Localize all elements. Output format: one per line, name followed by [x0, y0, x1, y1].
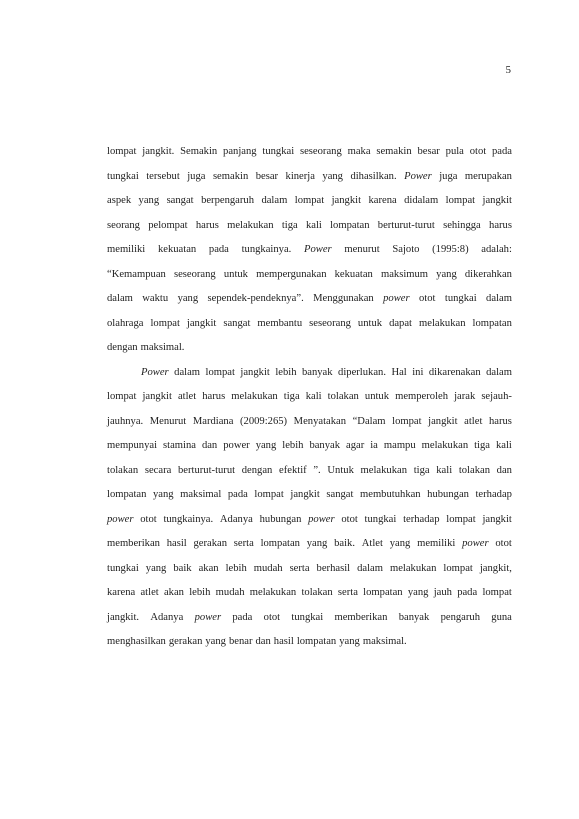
word: lompat: [150, 317, 180, 329]
word: agar: [346, 440, 365, 451]
word: tiga: [474, 440, 490, 451]
word: melakukan: [421, 440, 469, 451]
word: seseorang: [173, 268, 216, 280]
word: ”.: [313, 464, 321, 476]
word: ini: [412, 366, 424, 378]
word: lompatan: [296, 636, 337, 647]
word: gerakan: [168, 636, 203, 647]
word: tungkainya.: [163, 513, 214, 525]
word: seorang: [107, 219, 140, 231]
word: dalam: [174, 366, 201, 378]
text-line: [107, 189, 512, 214]
word: kali: [495, 440, 512, 451]
word: tungkai: [364, 513, 397, 525]
word: baik.: [334, 538, 355, 549]
word: didalam: [404, 195, 439, 206]
word: dalam: [486, 293, 512, 304]
word: otot: [469, 146, 487, 157]
word: seseorang: [299, 146, 342, 157]
word: jangkit: [331, 195, 362, 206]
text-line: [107, 165, 512, 190]
word: Menyatakan: [293, 415, 347, 427]
word: tungkai: [444, 293, 477, 304]
word: berturut-turut: [377, 219, 435, 231]
word: untuk: [223, 268, 248, 280]
word: lebih: [189, 587, 211, 598]
word: adalah:: [481, 244, 512, 255]
word: secara: [144, 464, 172, 476]
text-line: [107, 557, 512, 582]
word: hasil: [166, 538, 187, 549]
word: dalam: [486, 366, 512, 378]
word: yang: [145, 562, 167, 574]
word: (2009:265): [240, 415, 288, 427]
word: yang: [436, 268, 457, 280]
word: Power: [304, 244, 332, 255]
text-line: [107, 630, 512, 655]
word: dengan: [107, 342, 138, 353]
word: hasil: [273, 636, 294, 647]
word: tungkai: [262, 146, 295, 157]
word: tolakan: [107, 464, 139, 476]
word: lebih: [282, 440, 304, 451]
word: yang: [205, 636, 226, 647]
word: dalam: [261, 195, 288, 206]
word: besar: [255, 170, 279, 182]
word: melakukan: [231, 391, 278, 402]
word: harus: [489, 219, 512, 231]
word: otot: [341, 513, 358, 525]
word: tersebut: [146, 170, 180, 182]
word: Menurut: [149, 415, 187, 427]
word: mempunyai: [107, 440, 158, 451]
word: berturut-turut: [178, 464, 236, 476]
word: semakin: [376, 146, 412, 157]
word: tiga: [283, 391, 300, 402]
word: power: [107, 513, 134, 525]
word: akan: [163, 587, 184, 598]
word: jangkit: [290, 489, 320, 500]
word: sangat: [166, 195, 194, 206]
word: pula: [445, 146, 464, 157]
word: Adanya: [219, 513, 253, 525]
word: jangkit: [428, 415, 458, 427]
word: olahraga: [107, 317, 144, 329]
word: “Dalam: [352, 415, 386, 427]
word: atlet: [140, 587, 159, 598]
word: melakukan: [389, 562, 437, 574]
word: pengaruh: [440, 611, 480, 623]
word: memiliki: [417, 538, 456, 549]
word: melakukan: [419, 317, 466, 329]
word: lompatan: [260, 538, 300, 549]
word: lompatan: [107, 489, 147, 500]
word: Atlet: [361, 538, 383, 549]
word: dikarenakan: [428, 366, 481, 378]
word: atlet: [464, 415, 483, 427]
word: kinerja: [285, 170, 315, 182]
document-body: [107, 140, 512, 655]
word: kali: [305, 391, 322, 402]
word: sangat: [326, 489, 354, 500]
word: jangkit: [142, 391, 172, 402]
word: Hal: [391, 366, 407, 378]
word: sependek-pendeknya”.: [207, 293, 304, 304]
word: memberikan: [107, 538, 160, 549]
word: lebih: [275, 366, 297, 378]
word: harus: [488, 415, 512, 427]
word: lompatan: [363, 587, 403, 598]
word: memperoleh: [395, 391, 449, 402]
word: Adanya: [150, 611, 184, 623]
word: jangkit: [186, 317, 217, 329]
word: seseorang: [309, 317, 351, 329]
word: Sajoto: [392, 244, 420, 255]
word: baik: [173, 562, 192, 574]
word: dikerahkan: [464, 268, 512, 280]
word: melakukan: [360, 464, 408, 476]
word: mudah: [253, 562, 283, 574]
word: lompat: [482, 587, 512, 598]
word: power: [462, 538, 489, 549]
word: Power: [141, 366, 169, 378]
word: menurut: [344, 244, 380, 255]
word: ia: [370, 440, 378, 451]
word: menghasilkan: [107, 636, 166, 647]
word: Menggunakan: [313, 293, 374, 304]
word: maksimal.: [362, 636, 407, 647]
word: maksimal.: [140, 342, 185, 353]
text-line: [107, 312, 512, 337]
word: benar: [228, 636, 253, 647]
word: waktu: [142, 293, 169, 304]
word: berhasil: [316, 562, 351, 574]
text-line: [107, 434, 512, 459]
word: lompat: [107, 391, 137, 402]
word: efektif: [279, 464, 307, 476]
text-line: [107, 410, 512, 435]
word: pada: [227, 489, 248, 500]
text-line: [107, 287, 512, 312]
word: banyak: [301, 366, 333, 378]
word: lompat: [294, 195, 325, 206]
word: power: [383, 293, 410, 304]
text-line: [107, 361, 512, 386]
word: jangkit: [482, 195, 512, 206]
text-line: [107, 459, 512, 484]
word: lompat: [445, 195, 476, 206]
text-line: [107, 606, 512, 631]
word: dalam: [107, 293, 133, 304]
word: dan: [255, 636, 271, 647]
word: merupakan: [464, 170, 512, 182]
word: jangkit: [240, 366, 270, 378]
word: jangkit: [482, 513, 512, 525]
word: otot: [419, 293, 436, 304]
word: terhadap: [403, 513, 440, 525]
word: aspek: [107, 195, 132, 206]
word: otot: [263, 611, 281, 623]
word: yang: [306, 538, 328, 549]
word: jauh: [433, 587, 452, 598]
word: dapat: [389, 317, 413, 329]
page-number: 5: [505, 64, 511, 76]
word: untuk: [364, 391, 390, 402]
word: serta: [337, 587, 358, 598]
word: otot: [140, 513, 157, 525]
word: atlet: [177, 391, 197, 402]
word: sangat: [223, 317, 251, 329]
word: mempergunakan: [256, 268, 327, 280]
word: kali: [436, 464, 453, 476]
word: mampu: [383, 440, 416, 451]
word: lompat: [443, 562, 473, 574]
word: guna: [491, 611, 512, 623]
word: power: [223, 440, 250, 451]
word: sehingga: [443, 219, 481, 231]
text-line: [107, 140, 512, 165]
word: dihasilkan.: [350, 170, 397, 182]
word: memiliki: [107, 244, 146, 255]
word: lompat: [107, 146, 137, 157]
word: tiga: [413, 464, 430, 476]
word: “Kemampuan: [107, 268, 166, 280]
word: panjang: [223, 146, 257, 157]
text-line: [107, 508, 512, 533]
word: lompatan: [330, 219, 370, 231]
word: semakin: [212, 170, 249, 182]
word: jangkit,: [479, 562, 512, 574]
paragraph: [107, 140, 512, 361]
word: tungkai: [107, 170, 139, 182]
word: Mardiana: [192, 415, 234, 427]
word: membutuhkan: [360, 489, 421, 500]
word: yang: [339, 636, 360, 647]
word: banyak: [309, 440, 341, 451]
text-line: [107, 532, 512, 557]
word: maksimum: [380, 268, 429, 280]
word: melakukan: [227, 219, 274, 231]
word: (1995:8): [432, 244, 469, 255]
word: jarak: [454, 391, 476, 402]
word: diperlukan.: [338, 366, 386, 378]
word: memberikan: [334, 611, 388, 623]
word: karena: [368, 195, 397, 206]
word: sejauh-: [481, 391, 512, 402]
text-line: [107, 336, 512, 361]
word: jauhnya.: [107, 415, 144, 427]
word: lompat: [205, 366, 235, 378]
word: juga: [439, 170, 458, 182]
word: besar: [417, 146, 440, 157]
word: lompat: [254, 489, 284, 500]
word: dengan: [241, 464, 273, 476]
word: jangkit.: [142, 146, 175, 157]
word: kekuatan: [157, 244, 197, 255]
word: hubungan: [259, 513, 302, 525]
word: pelompat: [148, 219, 188, 231]
word: Semakin: [180, 146, 218, 157]
word: tungkai: [291, 611, 324, 623]
text-line: [107, 238, 512, 263]
text-line: [107, 483, 512, 508]
word: tolakan: [327, 391, 359, 402]
word: maksimal: [180, 489, 222, 500]
word: kali: [305, 219, 322, 231]
word: Power: [404, 170, 432, 182]
word: lompat: [446, 513, 476, 525]
word: dan: [201, 440, 218, 451]
word: yang: [177, 293, 199, 304]
word: berpengaruh: [201, 195, 255, 206]
text-line: [107, 263, 512, 288]
word: banyak: [398, 611, 430, 623]
word: lebih: [225, 562, 247, 574]
word: melakukan: [249, 587, 297, 598]
word: gerakan: [193, 538, 228, 549]
word: juga: [187, 170, 206, 182]
word: hubungan: [427, 489, 469, 500]
word: power: [308, 513, 335, 525]
word: otot: [495, 538, 512, 549]
word: stamina: [163, 440, 196, 451]
word: dan: [496, 464, 512, 476]
word: akan: [198, 562, 219, 574]
word: mudah: [215, 587, 245, 598]
word: membantu: [257, 317, 303, 329]
word: tungkai: [107, 562, 139, 574]
text-line: [107, 385, 512, 410]
word: tolakan: [458, 464, 490, 476]
word: kekuatan: [334, 268, 373, 280]
word: yang: [389, 538, 411, 549]
word: pada: [232, 611, 253, 623]
word: yang: [152, 489, 174, 500]
word: jangkit.: [107, 611, 140, 623]
word: terhadap: [475, 489, 512, 500]
word: dalam: [357, 562, 383, 574]
word: yang: [322, 170, 343, 182]
word: pada: [208, 244, 229, 255]
word: harus: [195, 219, 219, 231]
word: yang: [138, 195, 160, 206]
word: untuk: [357, 317, 383, 329]
word: karena: [107, 587, 136, 598]
text-line: [107, 581, 512, 606]
word: tolakan: [301, 587, 333, 598]
word: Untuk: [327, 464, 354, 476]
word: serta: [289, 562, 310, 574]
text-line: [107, 214, 512, 239]
word: power: [194, 611, 222, 623]
word: tungkainya.: [241, 244, 292, 255]
paragraph: [107, 361, 512, 655]
word: pada: [457, 587, 478, 598]
word: lompat: [392, 415, 422, 427]
word: lompatan: [472, 317, 512, 329]
word: tiga: [281, 219, 298, 231]
word: yang: [407, 587, 429, 598]
word: yang: [255, 440, 277, 451]
word: serta: [233, 538, 254, 549]
word: pada: [492, 146, 512, 157]
word: harus: [202, 391, 226, 402]
word: maka: [347, 146, 371, 157]
